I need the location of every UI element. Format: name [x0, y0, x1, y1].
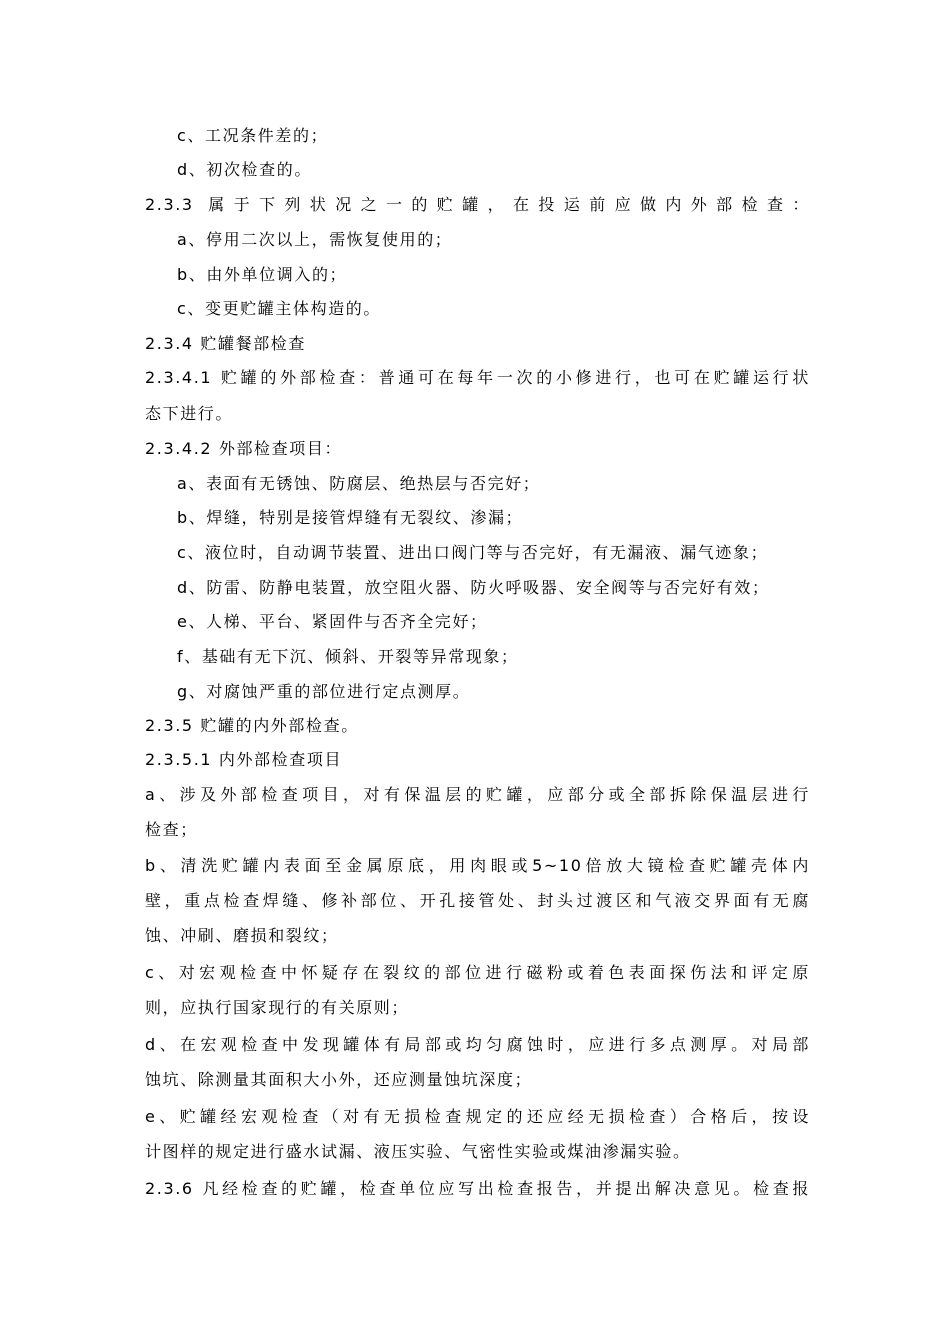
internal-item-d-line-2: 蚀坑、除测量其面积大小外，还应测量蚀坑深度； — [145, 1070, 533, 1089]
internal-item-a-line-1: a、涉及外部检查项目，对有保温层的贮罐，应部分或全部拆除保温层进行 — [145, 785, 810, 804]
internal-item-b-line-3: 蚀、冲刷、磨损和裂纹； — [145, 926, 339, 945]
list-item-a-disused: a、停用二次以上，需恢复使用的； — [177, 230, 453, 249]
list-item-d-first-inspection: d、初次检查的。 — [177, 160, 312, 179]
section-2-3-5-1-heading: 2.3.5.1 内外部检查项目 — [145, 750, 343, 769]
internal-item-b-line-2: 壁，重点检查焊缝、修补部位、开孔接管处、封头过渡区和气液交界面有无腐 — [145, 891, 810, 910]
external-item-e: e、人梯、平台、紧固件与否齐全完好； — [177, 612, 488, 631]
external-item-b: b、焊缝，特别是接管焊缝有无裂纹、渗漏； — [177, 508, 524, 527]
external-item-g: g、对腐蚀严重的部位进行定点测厚。 — [177, 682, 471, 701]
internal-item-b-line-1: b、清洗贮罐内表面至金属原底，用肉眼或5~10倍放大镜检查贮罐壳体内 — [145, 856, 810, 875]
section-2-3-5-heading: 2.3.5 贮罐的内外部检查。 — [145, 716, 359, 735]
internal-item-d-line-1: d、在宏观检查中发现罐体有局部或均匀腐蚀时，应进行多点测厚。对局部 — [145, 1035, 810, 1054]
section-2-3-4-heading: 2.3.4 贮罐餐部检查 — [145, 334, 306, 353]
internal-item-e-line-1: e、贮罐经宏观检查（对有无损检查规定的还应经无损检查）合格后，按设 — [145, 1107, 810, 1126]
section-2-3-4-1-line-1: 2.3.4.1 贮罐的外部检查：普通可在每年一次的小修进行，也可在贮罐运行状 — [145, 368, 810, 387]
external-item-a: a、表面有无锈蚀、防腐层、绝热层与否完好； — [177, 474, 541, 493]
internal-item-a-line-2: 检查； — [145, 820, 198, 839]
list-item-c-structure-change: c、变更贮罐主体构造的。 — [177, 299, 381, 318]
external-item-f: f、基础有无下沉、倾斜、开裂等异常现象； — [177, 647, 519, 666]
section-2-3-4-2-heading: 2.3.4.2 外部检查项目： — [145, 439, 343, 458]
list-item-b-transferred: b、由外单位调入的； — [177, 265, 348, 284]
section-2-3-6-line-1: 2.3.6 凡经检查的贮罐，检查单位应写出检查报告，并提出解决意见。检查报 — [145, 1179, 810, 1198]
internal-item-c-line-1: c、对宏观检查中怀疑存在裂纹的部位进行磁粉或着色表面探伤法和评定原 — [145, 963, 810, 982]
external-item-d: d、防雷、防静电装置，放空阻火器、防火呼吸器、安全阀等与否完好有效； — [177, 578, 770, 597]
internal-item-e-line-2: 计图样的规定进行盛水试漏、液压实验、气密性实验或煤油渗漏实验。 — [145, 1142, 691, 1161]
section-2-3-3-heading: 2.3.3 属于下列状况之一的贮罐，在投运前应做内外部检查： — [145, 195, 810, 214]
external-item-c: c、液位时，自动调节装置、进出口阀门等与否完好，有无漏液、漏气迹象； — [177, 543, 769, 562]
list-item-c-condition: c、工况条件差的； — [177, 126, 329, 145]
internal-item-c-line-2: 则，应执行国家现行的有关原则； — [145, 998, 410, 1017]
section-2-3-4-1-line-2: 态下进行。 — [145, 404, 234, 423]
